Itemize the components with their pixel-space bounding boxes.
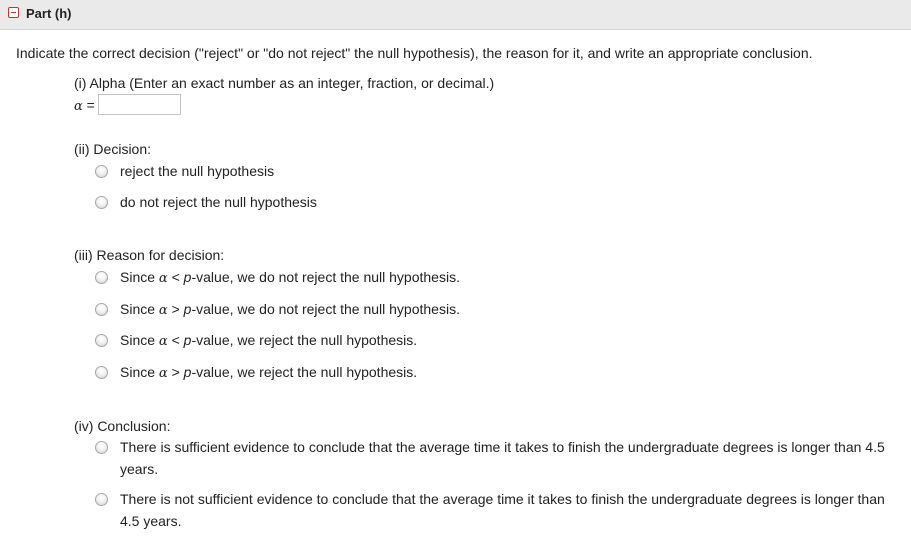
alpha-symbol: α: [158, 271, 168, 286]
p-symbol: p: [183, 332, 192, 348]
conclusion-radio-sufficient[interactable]: [95, 441, 108, 454]
alpha-symbol: α: [158, 366, 168, 381]
reason-text: Since: [120, 301, 159, 317]
reason-option-1[interactable]: [120, 266, 460, 290]
conclusion-radio-not-sufficient[interactable]: [95, 493, 108, 506]
collapse-icon[interactable]: [8, 7, 19, 18]
p-symbol: p: [183, 269, 192, 285]
reason-operator: >: [167, 301, 184, 317]
instructions: Indicate the correct decision ("reject" or "do not reject" the null hypothesis), the reason for it, and write an appropriate conclusion.: [16, 45, 813, 61]
decision-question: (ii) Decision:: [74, 141, 152, 157]
alpha-label: [74, 97, 95, 114]
p-symbol: p: [183, 301, 192, 317]
reason-radio-1[interactable]: [95, 271, 108, 284]
decision-option-reject[interactable]: reject the null hypothesis: [120, 163, 275, 179]
reason-radio-3[interactable]: [95, 334, 108, 347]
alpha-symbol: α: [158, 334, 168, 349]
p-symbol: p: [183, 364, 192, 380]
part-title: Part (h): [26, 6, 72, 21]
alpha-input[interactable]: [98, 94, 181, 115]
conclusion-question: (iv) Conclusion:: [74, 418, 171, 434]
reason-operator: <: [167, 332, 184, 348]
part-header[interactable]: [0, 0, 911, 30]
reason-option-4[interactable]: [120, 361, 417, 385]
reason-text: -value, we reject the null hypothesis.: [191, 364, 418, 380]
reason-option-3[interactable]: [120, 329, 417, 353]
conclusion-option-not-sufficient[interactable]: There is not sufficient evidence to conclude that the average time it takes to finish the undergraduate degrees is longer than 4.5 years.: [120, 491, 885, 529]
reason-text: Since: [120, 364, 159, 380]
conclusion-option-sufficient[interactable]: There is sufficient evidence to conclude that the average time it takes to finish the undergraduate degrees is longer than 4.5 years.: [120, 439, 885, 477]
reason-radio-2[interactable]: [95, 303, 108, 316]
alpha-symbol: α: [158, 303, 168, 318]
alpha-question: (i) Alpha (Enter an exact number as an integer, fraction, or decimal.): [74, 75, 495, 91]
reason-question: (iii) Reason for decision:: [74, 247, 225, 263]
reason-text: -value, we reject the null hypothesis.: [191, 332, 418, 348]
reason-operator: >: [167, 364, 184, 380]
reason-radio-4[interactable]: [95, 366, 108, 379]
decision-radio-do-not-reject[interactable]: [95, 196, 108, 209]
reason-text: Since: [120, 332, 159, 348]
reason-text: -value, we do not reject the null hypothesis.: [191, 269, 460, 285]
decision-option-do-not-reject[interactable]: do not reject the null hypothesis: [120, 194, 317, 210]
reason-operator: <: [167, 269, 184, 285]
alpha-symbol: α: [74, 99, 83, 114]
alpha-equals: =: [82, 97, 95, 113]
reason-text: Since: [120, 269, 159, 285]
reason-text: -value, we do not reject the null hypothesis.: [191, 301, 460, 317]
decision-radio-reject[interactable]: [95, 165, 108, 178]
reason-option-2[interactable]: [120, 298, 460, 322]
